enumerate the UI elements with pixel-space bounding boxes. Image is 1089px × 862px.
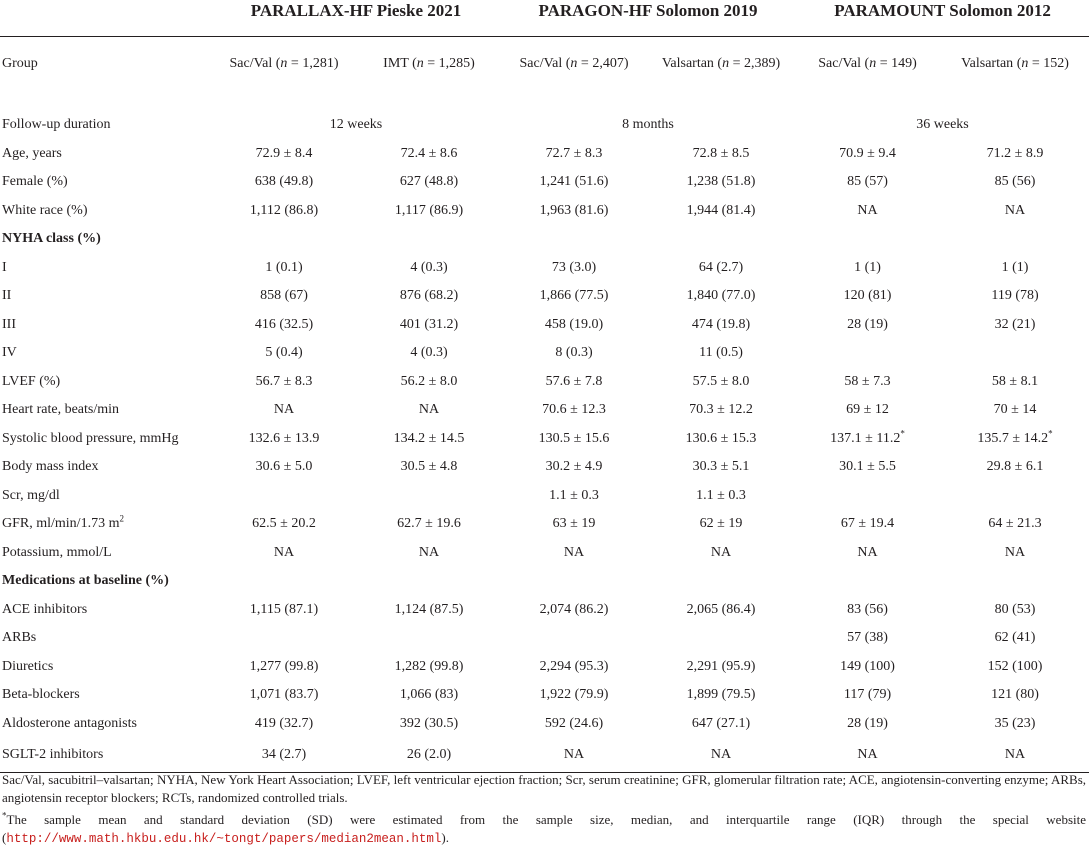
table-cell: NA xyxy=(273,402,295,418)
row-label: GFR, ml/min/1.73 $m^2$ xyxy=(2,513,124,532)
table-cell: 69 ± 12 xyxy=(846,402,889,418)
table-cell: NA xyxy=(500,738,646,773)
table-cell xyxy=(500,225,646,254)
table-cell: 1,277 (99.8) xyxy=(249,658,319,674)
table-cell: 132.6 ± 13.9 xyxy=(248,430,320,446)
table-cell xyxy=(939,339,1089,368)
table-cell: 1 (0.1) xyxy=(265,259,303,275)
table-row xyxy=(0,339,1089,368)
row-label: SGLT-2 inhibitors xyxy=(0,738,210,773)
table-row xyxy=(0,710,1089,739)
section-header-row xyxy=(0,225,1089,254)
table-cell: 62 ± 19 xyxy=(699,516,743,532)
table-cell: 638 (49.8) xyxy=(254,174,314,190)
trial-paramount-header: PARAMOUNT Solomon 2012 xyxy=(834,1,1051,20)
table-cell: 28 (19) xyxy=(847,715,888,731)
table-cell: 70 ± 14 xyxy=(993,402,1037,418)
row-label: Follow-up duration xyxy=(2,117,111,133)
row-label: III xyxy=(2,316,16,332)
row-label: Group xyxy=(0,37,210,112)
table-cell: 30.1 ± 5.5 xyxy=(839,459,896,475)
table-cell xyxy=(356,567,500,596)
table-cell: 1,238 (51.8) xyxy=(686,174,756,190)
group-cell: Sac/Val (n = 2,407) xyxy=(500,37,646,112)
median2mean-link[interactable]: http://www.math.hkbu.edu.hk/~tongt/papers/median2mean.html xyxy=(6,832,442,846)
table-cell: 134.2 ± 14.5 xyxy=(393,430,465,446)
table-cell: 4 (0.3) xyxy=(410,259,448,275)
row-label: Systolic blood pressure, mmHg xyxy=(2,430,179,446)
estimate-mark: * xyxy=(900,428,905,439)
table-cell: 4 (0.3) xyxy=(410,345,448,361)
table-cell: 137.1 ± 11.2* xyxy=(830,428,905,446)
table-cell: 62.7 ± 19.6 xyxy=(397,516,461,532)
row-label: Body mass index xyxy=(2,459,99,475)
table-cell xyxy=(794,339,939,368)
table-cell: 419 (32.7) xyxy=(254,715,314,731)
row-label: Heart rate, beats/min xyxy=(2,402,120,418)
table-cell: 72.8 ± 8.5 xyxy=(692,145,750,161)
row-label: Beta-blockers xyxy=(2,687,80,703)
table-cell: 1,282 (99.8) xyxy=(394,658,464,674)
table-cell: 32 (21) xyxy=(994,316,1036,332)
table-row xyxy=(0,510,1089,539)
table-cell xyxy=(210,225,356,254)
row-label: ACE inhibitors xyxy=(2,601,88,617)
table-cell: 858 (67) xyxy=(260,288,308,304)
row-label: NYHA class (%) xyxy=(2,231,101,247)
table-row xyxy=(0,653,1089,682)
table-footnotes xyxy=(2,771,1086,852)
row-label: Scr, mg/dl xyxy=(2,487,60,503)
table-cell: 1 (1) xyxy=(854,259,881,275)
table-cell: 1,922 (79.9) xyxy=(539,687,609,703)
row-label: IV xyxy=(2,345,17,361)
table-cell: 1.1 ± 0.3 xyxy=(696,487,746,503)
table-cell: 73 (3.0) xyxy=(551,259,597,275)
group-row xyxy=(0,37,1089,112)
table-cell xyxy=(356,482,500,511)
table-cell: 117 (79) xyxy=(843,687,892,703)
table-row xyxy=(0,596,1089,625)
group-cell: Valsartan (n = 2,389) xyxy=(646,37,794,112)
table-row xyxy=(0,624,1089,653)
table-cell: NA xyxy=(273,544,295,560)
table-row xyxy=(0,396,1089,425)
table-cell: 57.6 ± 7.8 xyxy=(545,373,603,389)
abbreviations-note: Sac/Val, sacubitril–valsartan; NYHA, New York Heart Association; LVEF, left ventricular ejection fraction; Scr, serum creatinine; GFR, glomerular filtration rate; ACE, angiotensin-converting enzyme; ARBs, angiotensin receptor blockers; RCTs, randomized controlled trials. xyxy=(2,772,1086,805)
table-cell xyxy=(794,482,939,511)
table-cell: 34 (2.7) xyxy=(210,738,356,773)
corner-cell xyxy=(0,0,210,37)
table-cell xyxy=(356,624,500,653)
table-cell: NA xyxy=(418,544,440,560)
group-cell: Sac/Val (n = 1,281) xyxy=(210,37,356,112)
row-label: II xyxy=(2,288,12,304)
table-cell: 1,115 (87.1) xyxy=(249,601,319,617)
table-row xyxy=(0,681,1089,710)
table-cell: 1,963 (81.6) xyxy=(539,202,609,218)
table-cell: 1 (1) xyxy=(1001,259,1029,275)
table-cell: 70.3 ± 12.2 xyxy=(689,402,753,418)
table-cell: NA xyxy=(857,202,878,218)
table-cell xyxy=(646,567,794,596)
table-cell: NA xyxy=(646,738,794,773)
section-header-row xyxy=(0,567,1089,596)
group-cell: Valsartan (n = 152) xyxy=(939,37,1089,112)
table-cell: 121 (80) xyxy=(991,687,1039,703)
table-cell: 30.2 ± 4.9 xyxy=(545,459,603,475)
table-cell: 2,291 (95.9) xyxy=(686,658,756,674)
table-cell: 57 (38) xyxy=(847,630,888,646)
table-cell: 1,117 (86.9) xyxy=(394,202,464,218)
table-cell xyxy=(939,225,1089,254)
table-cell: 119 (78) xyxy=(991,288,1039,304)
estimate-mark: * xyxy=(1048,428,1053,439)
table-cell: 62 (41) xyxy=(994,630,1036,646)
table-row xyxy=(0,140,1089,169)
table-cell xyxy=(500,567,646,596)
table-cell: 72.9 ± 8.4 xyxy=(255,145,313,161)
table-cell: NA xyxy=(939,738,1089,773)
star-end: ). xyxy=(441,830,450,845)
row-label: White race (%) xyxy=(2,202,88,218)
table-cell: 1,112 (86.8) xyxy=(249,202,319,218)
table-row xyxy=(0,539,1089,568)
table-cell: 58 ± 7.3 xyxy=(844,373,891,389)
table-cell: 876 (68.2) xyxy=(399,288,459,304)
table-cell: 647 (27.1) xyxy=(691,715,751,731)
table-cell xyxy=(794,567,939,596)
table-cell: 592 (24.6) xyxy=(544,715,604,731)
table-cell: 29.8 ± 6.1 xyxy=(986,459,1044,475)
table-cell: 627 (48.8) xyxy=(399,174,459,190)
table-cell: 1,071 (83.7) xyxy=(249,687,319,703)
table-cell xyxy=(939,567,1089,596)
row-label: Female (%) xyxy=(2,174,68,190)
table-cell: 1,944 (81.4) xyxy=(686,202,756,218)
star-mark: * xyxy=(2,810,7,821)
star-text: The sample mean and standard deviation (SD) were estimated from the sample size, median, and interquartile range (IQR) through the special website ( xyxy=(2,812,1086,845)
table-row xyxy=(0,282,1089,311)
table-cell: 30.3 ± 5.1 xyxy=(692,459,750,475)
table-cell: 85 (57) xyxy=(847,174,888,190)
row-label: ARBs xyxy=(2,630,37,646)
row-label: I xyxy=(2,259,7,275)
followup-paragon: 8 months xyxy=(622,117,674,133)
table-cell: 1,840 (77.0) xyxy=(686,288,756,304)
table-cell: 57.5 ± 8.0 xyxy=(692,373,750,389)
table-cell: NA xyxy=(710,544,732,560)
table-cell: 63 ± 19 xyxy=(552,516,596,532)
table-cell: 149 (100) xyxy=(840,658,895,674)
table-cell: 64 (2.7) xyxy=(698,259,744,275)
table-cell: 1,899 (79.5) xyxy=(686,687,756,703)
table-cell: NA xyxy=(418,402,440,418)
table-cell: 130.6 ± 15.3 xyxy=(685,430,757,446)
table-cell: 474 (19.8) xyxy=(691,316,751,332)
table-cell: 28 (19) xyxy=(847,316,888,332)
table-cell: 1.1 ± 0.3 xyxy=(549,487,599,503)
table-cell xyxy=(210,482,356,511)
table-cell: 64 ± 21.3 xyxy=(988,516,1042,532)
table-cell: 392 (30.5) xyxy=(399,715,459,731)
table-cell: 67 ± 19.4 xyxy=(840,516,895,532)
row-label: Potassium, mmol/L xyxy=(2,544,112,560)
table-cell: 152 (100) xyxy=(987,658,1043,674)
table-row xyxy=(0,482,1089,511)
table-cell: 2,294 (95.3) xyxy=(539,658,609,674)
table-cell xyxy=(646,624,794,653)
table-cell: 1,124 (87.5) xyxy=(394,601,464,617)
table-cell: 72.7 ± 8.3 xyxy=(545,145,603,161)
table-cell: 26 (2.0) xyxy=(356,738,500,773)
table-cell: 130.5 ± 15.6 xyxy=(538,430,610,446)
table-cell: 71.2 ± 8.9 xyxy=(986,145,1044,161)
table-cell: 2,074 (86.2) xyxy=(539,601,609,617)
row-label: Diuretics xyxy=(2,658,54,674)
followup-parallax: 12 weeks xyxy=(329,117,383,133)
table-cell: 11 (0.5) xyxy=(699,345,743,361)
group-cell: Sac/Val (n = 149) xyxy=(794,37,939,112)
table-row xyxy=(0,197,1089,226)
table-cell: 70.6 ± 12.3 xyxy=(542,402,606,418)
table-cell xyxy=(939,482,1089,511)
followup-paramount: 36 weeks xyxy=(916,117,969,133)
table-cell: 416 (32.5) xyxy=(254,316,314,332)
trial-paragon-header: PARAGON-HF Solomon 2019 xyxy=(538,1,758,20)
table-cell: 62.5 ± 20.2 xyxy=(252,516,316,532)
table-cell xyxy=(500,624,646,653)
table-cell: 35 (23) xyxy=(994,715,1036,731)
row-label: LVEF (%) xyxy=(2,373,61,389)
table-row xyxy=(0,168,1089,197)
table-cell: 1,866 (77.5) xyxy=(539,288,609,304)
group-cell: IMT (n = 1,285) xyxy=(356,37,500,112)
table-cell: 30.6 ± 5.0 xyxy=(255,459,313,475)
table-cell: 1,066 (83) xyxy=(399,687,459,703)
followup-row xyxy=(0,111,1089,140)
table-cell xyxy=(356,225,500,254)
table-row xyxy=(0,311,1089,340)
table-cell: 56.2 ± 8.0 xyxy=(400,373,458,389)
table-cell: 56.7 ± 8.3 xyxy=(255,373,313,389)
table-cell xyxy=(210,624,356,653)
table-cell: 70.9 ± 9.4 xyxy=(839,145,896,161)
table-cell: 30.5 ± 4.8 xyxy=(400,459,458,475)
star-note xyxy=(2,811,1086,848)
table-cell: NA xyxy=(794,738,939,773)
row-label: Aldosterone antagonists xyxy=(2,715,137,731)
table-cell: NA xyxy=(857,544,878,560)
table-cell: 85 (56) xyxy=(994,174,1036,190)
table-cell: 135.7 ± 14.2* xyxy=(977,428,1053,446)
table-row xyxy=(0,368,1089,397)
table-cell: 1,241 (51.6) xyxy=(539,174,609,190)
table-cell xyxy=(794,225,939,254)
table-row xyxy=(0,453,1089,482)
trial-header-row xyxy=(0,0,1089,37)
row-label: Medications at baseline (%) xyxy=(2,573,169,589)
table-cell: NA xyxy=(1004,544,1026,560)
table-cell: NA xyxy=(563,544,585,560)
table-row xyxy=(0,738,1089,773)
table-cell: 401 (31.2) xyxy=(399,316,459,332)
table-cell: 72.4 ± 8.6 xyxy=(400,145,458,161)
table-row xyxy=(0,425,1089,454)
table-cell: 8 (0.3) xyxy=(555,345,593,361)
table-cell: 120 (81) xyxy=(843,288,892,304)
table-cell: 458 (19.0) xyxy=(544,316,604,332)
table-cell xyxy=(210,567,356,596)
table-cell: 2,065 (86.4) xyxy=(686,601,756,617)
table-cell: 58 ± 8.1 xyxy=(991,373,1039,389)
row-label: Age, years xyxy=(2,145,62,161)
table-cell: 83 (56) xyxy=(847,601,888,617)
trial-parallax-header: PARALLAX-HF Pieske 2021 xyxy=(250,1,462,20)
table-cell: NA xyxy=(1004,202,1026,218)
table-row xyxy=(0,254,1089,283)
table-cell xyxy=(646,225,794,254)
table-cell: 5 (0.4) xyxy=(265,345,303,361)
table-cell: 80 (53) xyxy=(994,601,1036,617)
